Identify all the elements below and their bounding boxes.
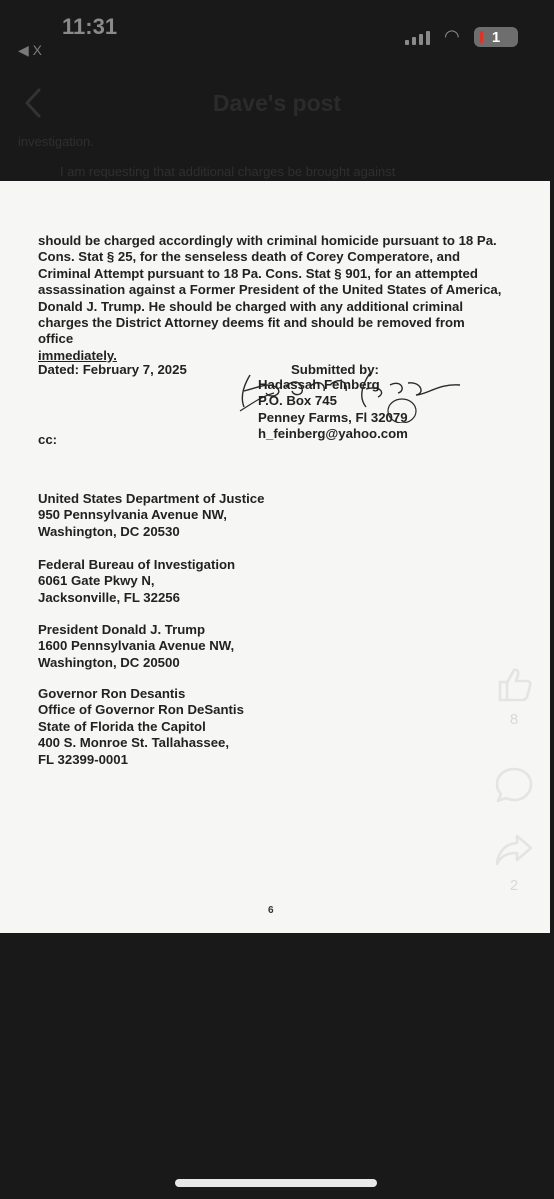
clock: 11:31 [62, 14, 118, 39]
home-indicator[interactable] [175, 1179, 377, 1187]
sender-email: h_feinberg@yahoo.com [258, 426, 408, 442]
page-title: Dave's post [212, 90, 342, 116]
sender-city: Penney Farms, Fl 32079 [258, 409, 408, 425]
previous-page-text: I am requesting that additional charges be brought against [60, 164, 396, 179]
like-button[interactable] [486, 664, 542, 728]
address-line: 1600 Pennsylvania Avenue NW, [38, 638, 235, 654]
back-to-app-link[interactable]: ◀ X [18, 42, 42, 58]
body-line: charges the District Attorney deems fit and should be removed from office [38, 315, 465, 347]
address-line: State of Florida the Capitol [38, 718, 206, 734]
body-line: assassination against a Former President of the United States of America, [38, 282, 502, 298]
recipient-address [38, 622, 234, 671]
status-bar [0, 0, 554, 70]
sender-name: Hadassah Feinberg [258, 377, 380, 392]
address-line: FL 32399-0001 [38, 751, 128, 767]
share-button[interactable] [486, 830, 542, 894]
address-line: 6061 Gate Pkwy N, [38, 573, 155, 589]
share-arrow-icon [493, 830, 535, 870]
recipient-address [38, 491, 264, 540]
date-line: Dated: February 7, 2025 [38, 362, 187, 377]
address-line: 950 Pennsylvania Avenue NW, [38, 507, 227, 523]
address-line: Washington, DC 20530 [38, 523, 180, 539]
comment-bubble-icon [493, 764, 535, 806]
page-number: 6 [268, 905, 274, 916]
letter-body [38, 233, 503, 364]
recipient-address [38, 686, 244, 768]
like-count: 8 [509, 711, 519, 728]
share-count: 2 [509, 877, 519, 894]
address-line: United States Department of Justice [38, 491, 265, 506]
submitted-by-label: Submitted by: [291, 362, 379, 377]
battery-indicator [474, 27, 518, 47]
address-line: President Donald J. Trump [38, 622, 206, 637]
document-page [0, 181, 550, 933]
sender-block [258, 377, 408, 443]
wifi-icon: ◠ [444, 26, 460, 46]
sender-po-box: P.O. Box 745 [258, 393, 337, 409]
address-line: Office of Governor Ron DeSantis [38, 702, 244, 718]
body-line: immediately. [38, 347, 117, 363]
comment-button[interactable] [486, 764, 542, 811]
body-line: Criminal Attempt pursuant to 18 Pa. Cons. Stat § 901, for an attempted [38, 265, 478, 281]
cc-label: cc: [38, 432, 58, 447]
body-line: should be charged accordingly with criminal homicide pursuant to 18 Pa. [38, 233, 497, 248]
nav-bar [0, 72, 554, 136]
battery-level: 1 [491, 28, 501, 46]
signal-icon [405, 30, 430, 45]
address-line: Washington, DC 20500 [38, 654, 180, 670]
body-line: Cons. Stat § 25, for the senseless death of Corey Comperatore, and [38, 249, 461, 265]
body-line: Donald J. Trump. He should be charged with any additional criminal [38, 298, 463, 314]
thumbs-up-icon [494, 664, 534, 704]
address-line: Federal Bureau of Investigation [38, 557, 236, 572]
previous-page-text: investigation. [18, 134, 94, 149]
address-line: Jacksonville, FL 32256 [38, 589, 180, 605]
address-line: 400 S. Monroe St. Tallahassee, [38, 735, 230, 751]
recipient-address [38, 557, 235, 606]
address-line: Governor Ron Desantis [38, 686, 186, 701]
